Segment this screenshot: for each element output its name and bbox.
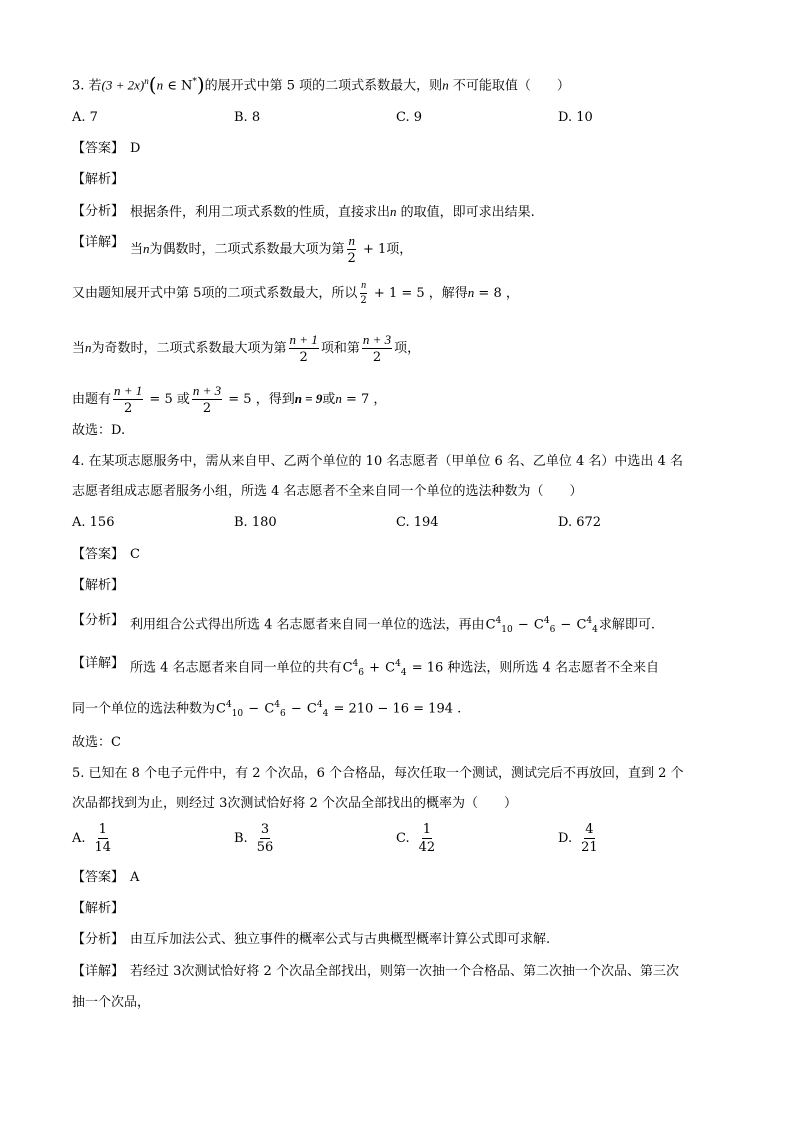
q3-xiangjie-l3 (72, 333, 420, 364)
frac-den: 2 (360, 295, 367, 306)
q4-fenxi-b: 求解即可. (598, 617, 656, 633)
q3-l1-b: 为偶数时，二项式系数最大项为第 (149, 242, 345, 257)
q5-option-a (72, 823, 114, 854)
q4-l1-c4 (385, 655, 406, 682)
comb-letter: C (576, 617, 587, 633)
comb-n: 6 (549, 624, 556, 635)
option-frac (256, 823, 275, 854)
minus-sign: − (244, 701, 264, 717)
q3-xiangjie-l2 (72, 281, 519, 306)
q4-l2-a: 同一个单位的选法种数为 (72, 701, 216, 717)
q4-answer (72, 546, 140, 564)
comb-k: 4 (352, 659, 359, 669)
comb-k: 4 (316, 700, 323, 710)
comb-k: 4 (225, 700, 232, 710)
q3-number: 3. 若 (72, 78, 102, 94)
q5-stem-1: 5. 已知在 8 个电子元件中，有 2 个次品，6 个合格品，每次任取一个测试，测试完后不再放回，直到 2 个 (72, 766, 684, 781)
q5-analysis-tag: 【解析】 (72, 901, 125, 916)
q3-cond-close: ) (196, 72, 205, 97)
q4-option-b: B. 180 (234, 515, 277, 530)
fenxi-tag: 【分析】 (72, 204, 125, 219)
comb-letter: C (533, 617, 544, 633)
option-frac (94, 823, 113, 854)
comb-n: 6 (358, 667, 364, 678)
q3-l1-c: + 1项， (358, 242, 413, 257)
q3-l3-frac2 (362, 333, 392, 364)
q3-cond-n: n (156, 77, 164, 93)
q4-l2-c6 (264, 696, 285, 723)
frac-den: 2 (202, 401, 212, 416)
frac-num: 1 (422, 822, 432, 837)
q3-l2-a: 又由题知展开式中第 5项的二项式系数最大，所以 (72, 286, 358, 301)
q3-l1-n: n (143, 241, 150, 256)
answer-value: C (130, 547, 140, 562)
frac-den: 2 (299, 350, 308, 365)
q3-l3-frac1 (289, 333, 319, 364)
option-label: B. (234, 830, 248, 846)
q5-option-c (396, 823, 438, 854)
q3-l1-a: 当 (130, 242, 144, 257)
comb-k: 4 (543, 616, 550, 626)
answer-value: D (130, 141, 141, 156)
q3-l2-frac (359, 281, 367, 306)
q4-stem-2: 志愿者组成志愿者服务小组，所选 4 名志愿者不全来自同一个单位的选法种数为（ ） (72, 484, 583, 499)
q4-option-d: D. 672 (558, 515, 602, 530)
comb-n: 10 (231, 708, 244, 719)
frac-den: 2 (372, 350, 382, 365)
comb-n: 6 (280, 708, 286, 719)
comb-k: 4 (274, 700, 281, 710)
fenxi-tag: 【分析】 (72, 932, 125, 947)
q3-l3-n: n (85, 340, 92, 355)
q3-l3-c: 项和第 (320, 341, 360, 356)
minus-sign: − (286, 701, 306, 717)
option-label: A. (72, 830, 86, 846)
q3-l4-frac2 (192, 384, 222, 415)
frac-num: 3 (260, 822, 270, 837)
answer-tag: 【答案】 (72, 547, 125, 562)
q5-option-b (234, 823, 276, 854)
q3-fenxi-text-b: 的取值，即可求出结果. (396, 205, 535, 220)
q3-l4-bold: n = 9 (294, 391, 323, 406)
comb-n: 4 (322, 708, 329, 719)
comb-n: 4 (592, 624, 598, 635)
q3-stem (72, 72, 570, 95)
frac-num: 1 (98, 822, 107, 837)
frac-den: 21 (581, 840, 598, 855)
q5-answer (72, 869, 139, 887)
fenxi-tag: 【分析】 (72, 613, 125, 628)
q5-l1-text: 若经过 3次测试恰好将 2 个次品全部找出，则第一次抽一个合格品、第二次抽一个次品、第三次 (130, 964, 679, 979)
q5-stem-2: 次品都找到为止，则经过 3次测试恰好将 2 个次品全部找出的概率为（ ） (72, 796, 517, 811)
q4-l1-a: 所选 4 名志愿者来自同一单位的共有 (130, 660, 342, 676)
q3-cond-star: * (192, 77, 197, 87)
q4-fenxi-a: 利用组合公式得出所选 4 名志愿者来自同一单位的选法，再由 (130, 617, 485, 633)
comb-k: 4 (586, 616, 593, 626)
q3-option-c: C. 9 (396, 110, 423, 125)
q3-l2-c: = 8 ， (474, 286, 519, 301)
comb-letter: C (385, 660, 396, 676)
q4-xiangjie-l1 (72, 655, 659, 682)
xiangjie-tag: 【详解】 (72, 235, 125, 250)
q3-fenxi (72, 203, 535, 222)
answer-value: A (130, 870, 140, 885)
q3-l4-e: = 7 ， (341, 392, 387, 407)
q3-stem-b: 不可能取值（ ） (448, 78, 570, 94)
frac-num: n + 1 (289, 332, 318, 347)
q3-l4-a: 由题有 (72, 392, 112, 407)
answer-tag: 【答案】 (72, 870, 125, 885)
q4-xiangjie-l2 (72, 696, 461, 723)
frac-den: 2 (124, 401, 133, 416)
xiangjie-tag: 【详解】 (72, 656, 125, 671)
q4-fenxi-c10 (486, 612, 513, 639)
frac-den: 56 (256, 840, 274, 855)
q5-xiangjie-l2: 抽一个次品， (72, 995, 151, 1010)
q3-option-d: D. 10 (558, 110, 593, 125)
q3-analysis-tag: 【解析】 (72, 172, 125, 187)
q4-fenxi (72, 612, 655, 639)
frac-num: n + 1 (114, 383, 143, 398)
q4-l1-b: = 16 种选法，则所选 4 名志愿者不全来自 (407, 660, 659, 676)
comb-n: 4 (400, 667, 407, 678)
frac-den: 14 (94, 840, 112, 855)
q3-cond-open: ( (148, 72, 157, 97)
q3-l4-frac1 (113, 384, 143, 415)
frac-num: 4 (585, 822, 594, 837)
xiangjie-tag: 【详解】 (72, 964, 125, 979)
q4-option-a: A. 156 (72, 515, 115, 530)
q3-l3-a: 当 (72, 341, 86, 356)
comb-letter: C (306, 701, 317, 717)
frac-den: 2 (347, 251, 356, 266)
q4-guxuan: 故选：C (72, 735, 121, 750)
q3-l4-n: n (335, 391, 342, 406)
q4-option-c: C. 194 (396, 515, 439, 530)
frac-num: n + 3 (192, 383, 222, 398)
q4-l2-c10 (216, 696, 243, 723)
q3-expr-exp: n (144, 76, 149, 86)
q3-expr-base: (3 + 2x) (101, 77, 145, 93)
q5-option-d (558, 823, 601, 854)
minus-sign: − (513, 617, 533, 633)
option-frac (418, 823, 437, 854)
q4-l2-c4 (307, 696, 328, 723)
q4-fenxi-c6 (534, 612, 555, 639)
q3-l2-b: + 1 = 5 ，解得 (369, 286, 468, 301)
q3-option-a: A. 7 (72, 110, 98, 125)
q3-l4-c: = 5 ，得到 (224, 392, 295, 407)
q3-stem-a: 的展开式中第 5 项的二项式系数最大，则 (204, 78, 443, 94)
q5-xiangjie-l1 (72, 963, 679, 981)
comb-k: 4 (395, 659, 401, 669)
q4-analysis-tag: 【解析】 (72, 578, 125, 593)
comb-n: 10 (501, 624, 513, 635)
q3-xiangjie-l4 (72, 384, 386, 415)
q3-l3-d: 项， (394, 341, 421, 356)
q3-cond-in: ∈ N (163, 78, 193, 94)
q4-stem-1: 4. 在某项志愿服务中，需从来自甲、乙两个单位的 10 名志愿者（甲单位 6 名、乙单位 4 名）中选出 4 名 (72, 454, 683, 469)
q3-l1-frac (347, 234, 357, 265)
comb-k: 4 (495, 616, 502, 626)
q3-xiangjie-l1 (72, 234, 412, 265)
q3-l2-n: n (467, 285, 475, 300)
option-frac (580, 823, 599, 854)
q4-l2-b: = 210 − 16 = 194 . (329, 701, 462, 717)
q5-fenxi-text: 由互斥加法公式、独立事件的概率公式与古典概型概率计算公式即可求解. (130, 932, 551, 947)
q3-fenxi-text-a: 根据条件，利用二项式系数的性质，直接求出 (130, 205, 391, 220)
answer-tag: 【答案】 (72, 141, 125, 156)
frac-num: n + 3 (362, 332, 392, 347)
option-label: D. (558, 830, 573, 846)
comb-letter: C (216, 701, 226, 717)
q3-l3-b: 为奇数时，二项式系数最大项为第 (91, 341, 287, 356)
q3-l4-b: = 5 或 (145, 392, 190, 407)
q3-stem-n: n (442, 77, 449, 93)
frac-num: n (360, 281, 367, 294)
q3-fenxi-n: n (390, 204, 397, 219)
comb-letter: C (485, 617, 496, 633)
frac-num: n (348, 233, 355, 248)
q4-fenxi-c4 (576, 612, 597, 639)
q3-answer (72, 140, 140, 158)
q3-option-b: B. 8 (234, 110, 261, 125)
q3-guxuan: 故选：D. (72, 423, 126, 438)
q4-l1-c6 (343, 655, 364, 682)
comb-letter: C (264, 701, 275, 717)
plus-sign: + (364, 660, 385, 676)
option-label: C. (396, 830, 410, 846)
comb-letter: C (342, 660, 353, 676)
q5-fenxi (72, 931, 550, 949)
minus-sign: − (556, 617, 576, 633)
frac-den: 42 (418, 840, 436, 855)
q3-l4-d: 或 (322, 392, 336, 407)
